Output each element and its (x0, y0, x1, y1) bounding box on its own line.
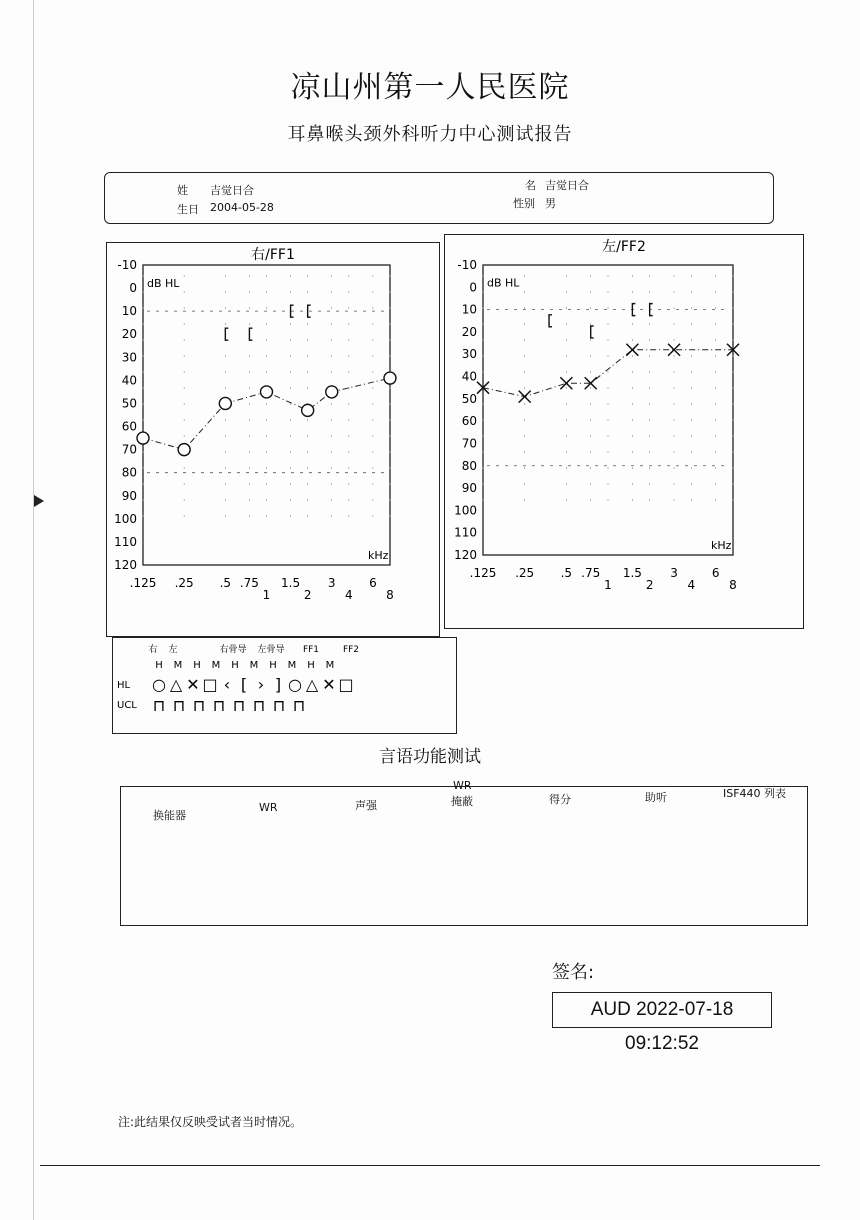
legend-ucl-symbol: ⊓ (212, 696, 226, 715)
legend-group-label: FF1 (302, 645, 320, 655)
legend-row-ucl: UCL (117, 700, 137, 711)
bone-conduction-bracket (225, 328, 228, 340)
y-tick-label: 50 (461, 391, 477, 406)
x-tick-label: 1.5 (281, 576, 301, 590)
data-point-circle (219, 397, 231, 409)
y-tick-label: 40 (121, 373, 137, 388)
x-tick-label: .25 (515, 566, 535, 580)
legend-group-label: 左 (168, 645, 178, 655)
y-tick-label: 120 (454, 548, 477, 562)
y-tick-label: 60 (461, 414, 477, 429)
x-tick-label: 6 (369, 576, 377, 590)
legend-group-label: 右 (148, 645, 158, 655)
x-tick-label: 8 (386, 588, 394, 602)
speech-test-table (120, 779, 808, 926)
footer-rule (40, 1165, 820, 1166)
x-tick-label: 8 (729, 578, 737, 592)
scan-edge (33, 0, 34, 1220)
legend-hl-symbol: □ (338, 675, 354, 694)
margin-arrow-icon (34, 495, 44, 507)
name-value: 吉觉日合 (545, 179, 589, 192)
surname-label: 姓 (177, 184, 188, 197)
data-point-circle (326, 386, 338, 398)
x-tick-label: 4 (345, 588, 353, 602)
right-audiogram-chart (107, 243, 439, 636)
x-tick-label: 1 (262, 588, 271, 602)
legend-hl-symbol: □ (202, 675, 218, 694)
bone-conduction-bracket (591, 326, 594, 338)
legend-ucl-symbol: ⊓ (292, 696, 306, 715)
y-tick-label: 70 (121, 442, 137, 457)
report-subtitle: 耳鼻喉头颈外科听力中心测试报告 (287, 124, 573, 145)
y-tick-label: 120 (114, 558, 137, 572)
birth-value: 2004-05-28 (210, 201, 274, 214)
bone-conduction-bracket (549, 315, 552, 327)
x-tick-label: .125 (129, 576, 157, 590)
legend-hm-label: M (249, 660, 259, 671)
legend-hl-symbol: △ (169, 675, 183, 694)
x-unit-label: kHz (368, 549, 389, 562)
x-tick-label: .25 (174, 576, 194, 590)
col-mask: 掩蔽 (451, 795, 473, 808)
y-tick-label: 70 (461, 436, 477, 451)
bone-conduction-bracket (249, 328, 252, 340)
x-tick-label: .5 (560, 566, 573, 580)
data-point-cross (519, 391, 531, 403)
legend-hm-label: H (193, 660, 201, 671)
x-tick-label: 2 (645, 578, 654, 592)
symbol-legend (112, 637, 457, 734)
legend-group-label: 右骨导 (219, 645, 247, 655)
x-tick-label: 4 (687, 578, 696, 592)
y-unit-label: dB HL (487, 276, 520, 290)
hospital-title: 凉山州第一人民医院 (290, 70, 570, 105)
y-tick-label: 0 (469, 280, 477, 295)
legend-hm-label: M (287, 660, 297, 671)
legend-ucl-symbol: ⊓ (252, 696, 266, 715)
y-tick-label: 110 (454, 525, 477, 540)
col-intensity: 声强 (355, 799, 377, 812)
y-tick-label: 100 (114, 511, 137, 526)
x-tick-label: 1.5 (622, 566, 642, 580)
y-tick-label: 60 (121, 419, 137, 434)
data-point-circle (137, 432, 149, 444)
y-tick-label: 30 (121, 350, 137, 365)
x-tick-label: .5 (219, 576, 232, 590)
col-list: ISF440 列表 (723, 787, 787, 800)
col-aided: 助听 (645, 791, 667, 804)
y-unit-label: dB HL (147, 276, 180, 290)
y-tick-label: 110 (114, 534, 137, 549)
legend-hm-label: H (231, 660, 239, 671)
col-mask-wr: WR (453, 779, 472, 792)
y-tick-label: -10 (117, 258, 137, 272)
x-tick-label: .75 (239, 576, 259, 590)
signature-label: 签名: (552, 962, 595, 983)
legend-ucl-symbol: ⊓ (152, 696, 166, 715)
birth-label: 生日 (177, 203, 199, 216)
legend-hl-symbol: [ (240, 675, 248, 694)
y-tick-label: 20 (461, 324, 477, 339)
left-audiogram-chart (445, 235, 803, 628)
x-tick-label: 1 (604, 578, 612, 592)
legend-hl-symbol: ] (274, 675, 282, 694)
legend-hm-label: M (211, 660, 221, 671)
x-tick-label: .125 (469, 566, 497, 580)
left-audiogram-panel (444, 234, 804, 629)
y-tick-label: -10 (457, 258, 477, 272)
y-tick-label: 40 (461, 369, 477, 384)
x-tick-label: 3 (670, 566, 678, 580)
y-tick-label: 50 (121, 396, 137, 411)
chart-title: 左/FF2 (602, 239, 646, 255)
legend-hl-symbol: △ (305, 675, 319, 694)
legend-group-label: 左骨导 (257, 645, 285, 655)
data-point-cross (626, 344, 638, 356)
x-tick-label: 3 (327, 576, 336, 590)
legend-hl-symbol: ✕ (186, 675, 200, 694)
sex-value: 男 (545, 197, 556, 210)
name-label: 名 (525, 179, 536, 192)
legend-hm-label: H (307, 660, 315, 671)
sex-label: 性别 (513, 197, 535, 210)
x-tick-label: 2 (303, 588, 312, 602)
aud-timestamp-stamp: AUD 2022-07-18 09:12:52 (552, 992, 772, 1028)
data-point-circle (178, 444, 190, 456)
legend-ucl-symbol: ⊓ (272, 696, 286, 715)
plot-frame (143, 265, 390, 565)
data-point-circle (384, 372, 396, 384)
x-tick-label: 6 (711, 566, 720, 580)
col-transducer: 换能器 (153, 809, 186, 822)
legend-ucl-symbol: ⊓ (192, 696, 206, 715)
y-tick-label: 10 (461, 302, 477, 317)
y-tick-label: 0 (129, 281, 137, 296)
legend-hl-symbol: › (257, 675, 265, 694)
y-tick-label: 90 (461, 481, 477, 496)
col-score: 得分 (549, 793, 571, 806)
legend-hm-label: H (155, 660, 163, 671)
surname-value: 吉觉日合 (210, 184, 254, 197)
legend-hl-symbol: ‹ (223, 675, 231, 694)
legend-hm-label: H (269, 660, 277, 671)
legend-hl-symbol: ○ (288, 675, 302, 694)
right-audiogram-panel (106, 242, 440, 637)
y-tick-label: 100 (454, 503, 477, 518)
legend-hl-symbol: ✕ (322, 675, 336, 694)
x-tick-label: .75 (581, 566, 601, 580)
data-point-circle (261, 386, 273, 398)
y-tick-label: 30 (461, 347, 477, 362)
legend-row-hl: HL (117, 680, 131, 691)
footnote: 注:此结果仅反映受试者当时情况。 (118, 1115, 303, 1129)
chart-title: 右/FF1 (251, 247, 295, 263)
legend-ucl-symbol: ⊓ (232, 696, 246, 715)
y-tick-label: 10 (121, 304, 137, 319)
y-tick-label: 80 (461, 458, 477, 473)
y-tick-label: 20 (121, 327, 137, 342)
legend-symbols (113, 638, 456, 733)
col-wr: WR (259, 801, 278, 814)
legend-hm-label: M (325, 660, 335, 671)
speech-test-title: 言语功能测试 (379, 747, 481, 767)
legend-ucl-symbol: ⊓ (172, 696, 186, 715)
y-tick-label: 90 (121, 488, 137, 503)
x-unit-label: kHz (711, 539, 732, 552)
patient-info-box (104, 172, 774, 224)
legend-group-label: FF2 (342, 645, 360, 655)
legend-hm-label: M (173, 660, 183, 671)
legend-hl-symbol: ○ (152, 675, 166, 694)
y-tick-label: 80 (121, 465, 137, 480)
data-point-circle (302, 404, 314, 416)
